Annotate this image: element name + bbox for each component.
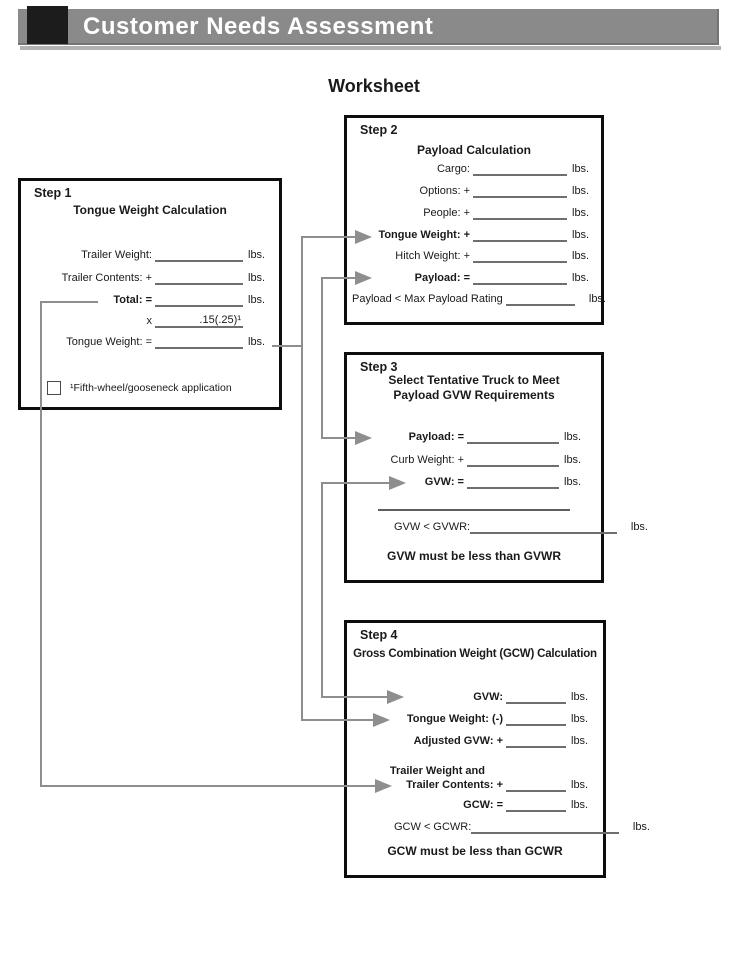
multiplier-value: .15(.25)¹ bbox=[199, 314, 241, 326]
people-blank[interactable] bbox=[473, 204, 567, 220]
arrow-into-step4-tongue bbox=[373, 713, 390, 727]
field-label: Tongue Weight: (-) bbox=[406, 713, 503, 725]
connector-tongue-to-step4 bbox=[301, 719, 373, 721]
max-payload-blank[interactable] bbox=[506, 290, 575, 306]
field-label: x bbox=[146, 315, 152, 327]
payload-row bbox=[347, 267, 601, 285]
step4-box bbox=[344, 620, 650, 878]
unit-label: lbs. bbox=[571, 713, 589, 725]
curb-weight-blank[interactable] bbox=[467, 451, 559, 467]
tongue-weight-blank[interactable] bbox=[473, 226, 567, 242]
tongue-weight-blank[interactable] bbox=[506, 710, 566, 726]
page-title: Customer Needs Assessment bbox=[83, 13, 434, 40]
arrow-into-step4-gvw bbox=[387, 690, 404, 704]
field-label: Total: = bbox=[113, 294, 152, 306]
hitch-weight-row bbox=[347, 245, 601, 263]
unit-label: lbs. bbox=[572, 272, 590, 284]
gvw-row bbox=[347, 471, 601, 489]
trailer-weight-row bbox=[21, 244, 279, 262]
unit-label: lbs. bbox=[572, 185, 590, 197]
field-label: Payload < Max Payload Rating bbox=[352, 293, 503, 305]
tongue-weight-row bbox=[21, 331, 279, 349]
curb-weight-row bbox=[347, 449, 601, 467]
fifth-wheel-checkbox[interactable] bbox=[47, 381, 61, 395]
field-label: GCW < GCWR: bbox=[394, 821, 472, 833]
connector-payload-vertical bbox=[321, 277, 323, 439]
step3-label: Step 3 bbox=[360, 360, 398, 374]
connector-gvw-to-step4 bbox=[321, 696, 387, 698]
field-label: Curb Weight: + bbox=[390, 454, 464, 466]
gvw-row bbox=[347, 686, 603, 704]
total-row bbox=[21, 289, 279, 307]
hitch-weight-blank[interactable] bbox=[473, 247, 567, 263]
unit-label: lbs. bbox=[248, 249, 266, 261]
unit-label: lbs. bbox=[248, 272, 266, 284]
step1-label: Step 1 bbox=[34, 186, 72, 200]
unit-label: lbs. bbox=[572, 229, 590, 241]
tongue-weight-blank[interactable] bbox=[155, 333, 243, 349]
unit-label: lbs. bbox=[588, 293, 606, 305]
step3-title-line1: Select Tentative Truck to Meet bbox=[388, 373, 560, 387]
multiplier-row bbox=[21, 310, 279, 328]
field-label: Trailer Contents: + bbox=[61, 272, 152, 284]
gvwr-note: GVW must be less than GVWR bbox=[386, 549, 562, 563]
unit-label: lbs. bbox=[564, 431, 582, 443]
field-label: Hitch Weight: + bbox=[395, 250, 470, 262]
connector-total-horizontal bbox=[40, 301, 98, 303]
connector-total-to-step4 bbox=[40, 785, 376, 787]
step4-title: Gross Combination Weight (GCW) Calculation bbox=[353, 648, 597, 660]
gcwr-blank[interactable] bbox=[471, 818, 619, 834]
field-label: Trailer Weight: bbox=[81, 249, 152, 261]
step2-title: Payload Calculation bbox=[416, 143, 532, 157]
trailer-contents-row bbox=[21, 267, 279, 285]
field-label: Cargo: bbox=[436, 163, 470, 175]
unit-label: lbs. bbox=[572, 207, 590, 219]
field-label: GVW: = bbox=[424, 476, 464, 488]
worksheet-subtitle: Worksheet bbox=[328, 76, 420, 96]
step2-label: Step 2 bbox=[360, 123, 398, 137]
unit-label: lbs. bbox=[571, 779, 589, 791]
connector-tongue-to-step2 bbox=[301, 236, 355, 238]
fifth-wheel-row bbox=[47, 381, 232, 395]
options-blank[interactable] bbox=[473, 182, 567, 198]
field-label: GVW < GVWR: bbox=[394, 521, 471, 533]
connector-tongue-vertical bbox=[301, 236, 303, 721]
adjusted-gvw-row bbox=[347, 730, 603, 748]
field-label: Tongue Weight: = bbox=[66, 336, 152, 348]
step1-title: Tongue Weight Calculation bbox=[73, 203, 227, 217]
field-label: GCW: = bbox=[463, 799, 503, 811]
unit-label: lbs. bbox=[571, 735, 589, 747]
trailer-contents-blank[interactable] bbox=[155, 269, 243, 285]
unit-label: lbs. bbox=[630, 521, 648, 533]
arrow-into-step3-payload bbox=[355, 431, 372, 445]
trailer-contents-blank[interactable] bbox=[506, 776, 566, 792]
arrow-into-step4-trailer bbox=[375, 779, 392, 793]
step1-box bbox=[18, 178, 282, 410]
people-row bbox=[347, 202, 601, 220]
divider-line bbox=[378, 509, 570, 511]
gvw-blank[interactable] bbox=[506, 688, 566, 704]
tongue-weight-row bbox=[347, 224, 601, 242]
step3-title-line2: Payload GVW Requirements bbox=[393, 388, 555, 402]
field-label: Adjusted GVW: + bbox=[413, 735, 503, 747]
cargo-row bbox=[347, 158, 601, 176]
payload-blank[interactable] bbox=[467, 428, 559, 444]
gvw-blank[interactable] bbox=[467, 473, 559, 489]
arrow-into-step3-gvw bbox=[389, 476, 406, 490]
field-label: Payload: = bbox=[414, 272, 470, 284]
cargo-blank[interactable] bbox=[473, 160, 567, 176]
field-label bbox=[347, 764, 503, 792]
gcw-blank[interactable] bbox=[506, 796, 566, 812]
connector-tongue-stub bbox=[272, 345, 303, 347]
gcwr-note: GCW must be less than GCWR bbox=[387, 844, 563, 858]
unit-label: lbs. bbox=[248, 294, 266, 306]
adjusted-gvw-blank[interactable] bbox=[506, 732, 566, 748]
field-label: GVW: bbox=[473, 691, 503, 703]
connector-total-vertical bbox=[40, 301, 42, 787]
options-row bbox=[347, 180, 601, 198]
unit-label: lbs. bbox=[564, 454, 582, 466]
gcw-row bbox=[347, 794, 603, 812]
step2-box bbox=[344, 115, 604, 325]
max-payload-check-row bbox=[347, 288, 606, 306]
step3-box bbox=[344, 352, 648, 583]
payload-blank[interactable] bbox=[473, 269, 567, 285]
trailer-label-line1: Trailer Weight and bbox=[389, 765, 485, 777]
field-label: Tongue Weight: + bbox=[378, 229, 470, 241]
connector-payload-to-step3 bbox=[321, 437, 355, 439]
field-label: Payload: = bbox=[408, 431, 464, 443]
step4-label: Step 4 bbox=[360, 628, 398, 642]
gvwr-blank[interactable] bbox=[470, 518, 617, 534]
unit-label: lbs. bbox=[564, 476, 582, 488]
total-blank[interactable] bbox=[155, 291, 243, 307]
field-label: People: + bbox=[423, 207, 470, 219]
unit-label: lbs. bbox=[572, 250, 590, 262]
multiplier-line bbox=[155, 312, 243, 328]
unit-label: lbs. bbox=[571, 799, 589, 811]
fifth-wheel-footnote: ¹Fifth-wheel/gooseneck application bbox=[70, 382, 232, 394]
gvwr-check-row bbox=[347, 516, 648, 534]
header-accent-square bbox=[27, 6, 68, 44]
connector-gvw-vertical bbox=[321, 482, 323, 698]
connector-gvw-to-step3 bbox=[321, 482, 389, 484]
step3-title bbox=[347, 373, 601, 403]
unit-label: lbs. bbox=[572, 163, 590, 175]
unit-label: lbs. bbox=[632, 821, 650, 833]
arrow-into-step2-tongue bbox=[355, 230, 372, 244]
header-underline-stripe bbox=[20, 46, 721, 50]
trailer-weight-blank[interactable] bbox=[155, 246, 243, 262]
unit-label: lbs. bbox=[248, 336, 266, 348]
connector-payload-to-step2 bbox=[321, 277, 355, 279]
trailer-label-line2: Trailer Contents: + bbox=[406, 779, 503, 791]
unit-label: lbs. bbox=[571, 691, 589, 703]
arrow-into-step2-payload bbox=[355, 271, 372, 285]
field-label: Options: + bbox=[419, 185, 470, 197]
payload-row bbox=[347, 426, 601, 444]
gcwr-check-row bbox=[347, 816, 650, 834]
